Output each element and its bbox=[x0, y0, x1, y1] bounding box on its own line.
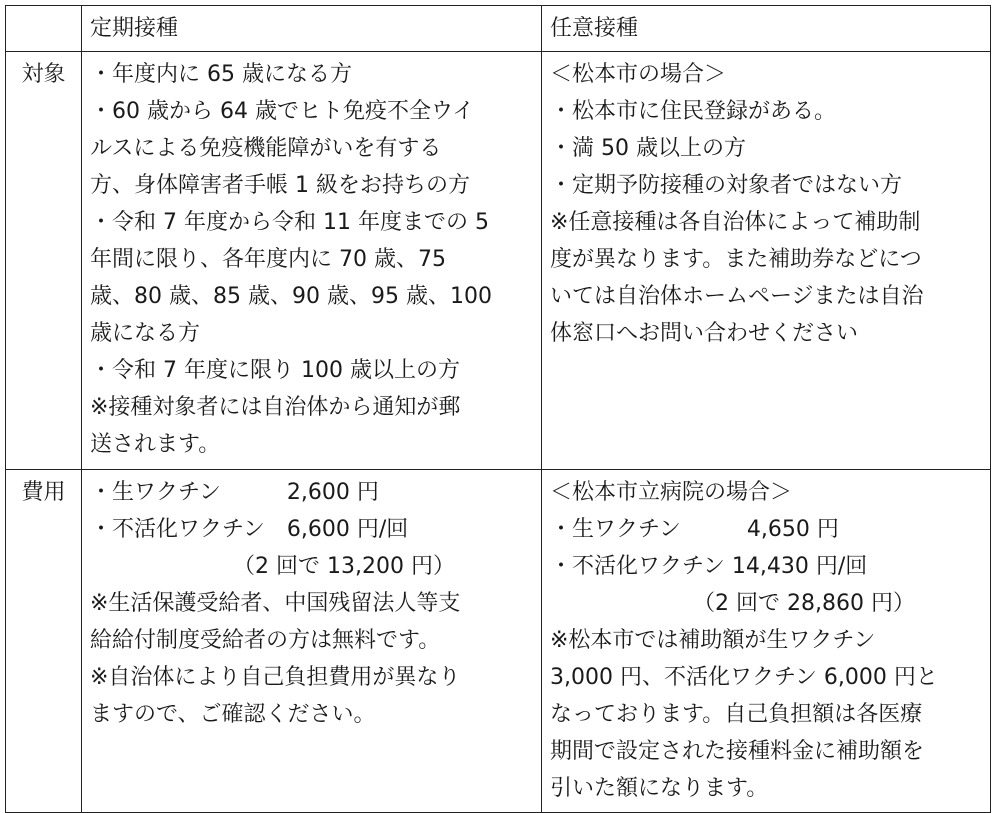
text-line: いては自治体ホームページまたは自治 bbox=[550, 284, 924, 309]
text-line: ・生ワクチン 4,650 円 bbox=[550, 517, 839, 542]
text-line: 送されます。 bbox=[90, 432, 221, 457]
text-line: （2 回で 28,860 円） bbox=[550, 591, 915, 616]
text-line: なっております。自己負担額は各医療 bbox=[550, 702, 923, 727]
cell-voluntary-cost bbox=[542, 470, 991, 813]
text-line: ますので、ご確認ください。 bbox=[90, 702, 376, 727]
cell-routine-cost bbox=[82, 470, 542, 813]
table-row-cost bbox=[6, 470, 991, 813]
table-row-target bbox=[6, 52, 991, 470]
text-line: ＜松本市立病院の場合＞ bbox=[550, 480, 793, 505]
text-line: 体窓口へお問い合わせください bbox=[550, 321, 859, 346]
text-line: ※任意接種は各自治体によって補助制 bbox=[550, 210, 921, 235]
text-line: （2 回で 13,200 円） bbox=[90, 554, 455, 579]
table-header-row bbox=[6, 6, 991, 52]
text-line: ※生活保護受給者、中国残留法人等支 bbox=[90, 591, 461, 616]
vaccination-comparison-table bbox=[5, 5, 991, 813]
text-line: 期間で設定された接種料金に補助額を bbox=[550, 739, 925, 764]
text-line: 方、身体障害者手帳 1 級をお持ちの方 bbox=[90, 173, 470, 198]
vaccination-comparison-document bbox=[5, 5, 991, 813]
text-line: ※接種対象者には自治体から通知が郵 bbox=[90, 395, 461, 420]
text-line: 年間に限り、各年度内に 70 歳、75 bbox=[90, 247, 446, 272]
text-line: ※自治体により自己負担費用が異なり bbox=[90, 665, 461, 690]
cell-voluntary-target bbox=[542, 52, 991, 470]
text-line: 給給付制度受給者の方は無料です。 bbox=[90, 628, 441, 653]
text-line: ※松本市では補助額が生ワクチン bbox=[550, 628, 876, 653]
cell-routine-target bbox=[82, 52, 542, 470]
text-line: ・生ワクチン 2,600 円 bbox=[90, 480, 379, 505]
text-line: ・松本市に住民登録がある。 bbox=[550, 99, 837, 124]
header-cell-routine-vaccination: 定期接種 bbox=[82, 6, 542, 52]
row-header-cost: 費用 bbox=[6, 470, 82, 813]
text-line: ＜松本市の場合＞ bbox=[550, 62, 727, 87]
text-line: ・定期予防接種の対象者ではない方 bbox=[550, 173, 903, 198]
text-line: 歳になる方 bbox=[90, 321, 201, 346]
text-line: 3,000 円、不活化ワクチン 6,000 円と bbox=[550, 665, 938, 690]
text-line: ・60 歳から 64 歳でヒト免疫不全ウイ bbox=[90, 99, 475, 124]
text-line: ・年度内に 65 歳になる方 bbox=[90, 62, 352, 87]
row-header-target: 対象 bbox=[6, 52, 82, 470]
text-line: ルスによる免疫機能障がいを有する bbox=[90, 136, 442, 161]
text-line: 引いた額になります。 bbox=[550, 776, 769, 801]
text-line: ・不活化ワクチン 14,430 円/回 bbox=[550, 554, 868, 579]
text-line: ・不活化ワクチン 6,600 円/回 bbox=[90, 517, 409, 542]
text-line: 歳、80 歳、85 歳、90 歳、95 歳、100 bbox=[90, 284, 492, 309]
header-cell-voluntary-vaccination: 任意接種 bbox=[542, 6, 991, 52]
text-line: ・令和 7 年度から令和 11 年度までの 5 bbox=[90, 210, 489, 235]
text-line: 度が異なります。また補助券などにつ bbox=[550, 247, 922, 272]
text-line: ・満 50 歳以上の方 bbox=[550, 136, 746, 161]
text-line: ・令和 7 年度に限り 100 歳以上の方 bbox=[90, 358, 460, 383]
header-cell-empty bbox=[6, 6, 82, 52]
